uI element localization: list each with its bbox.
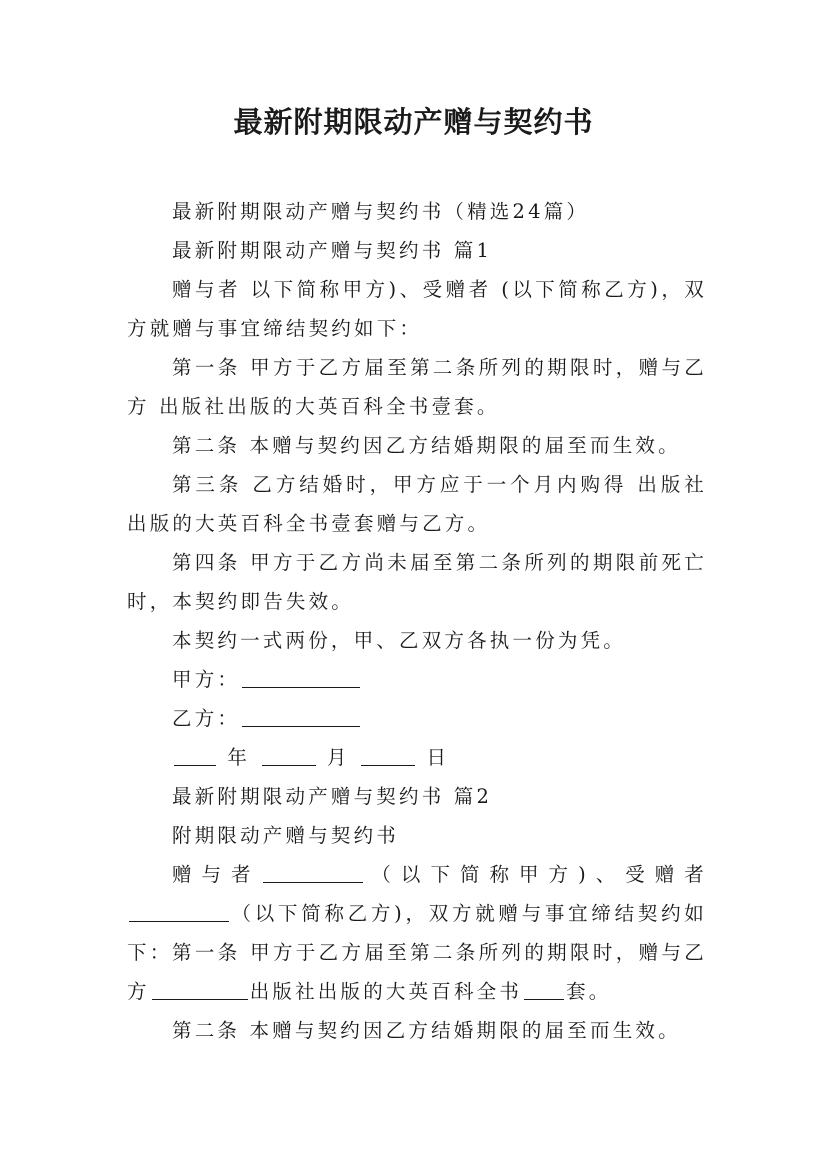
parties-text-a: （以下简称甲方)、受赠者 <box>364 863 707 886</box>
day-label: 日 <box>426 746 450 769</box>
parties-text-b: （以下简称乙方)，双方就赠与事宜缔结契约如下： <box>127 902 707 964</box>
year-label: 年 <box>227 746 251 769</box>
paragraph-article-4: 第四条 甲方于乙方尚未届至第二条所列的期限前死亡时，本契约即告失效。 <box>127 551 707 613</box>
paragraph-article-2-v2: 第二条 本赠与契约因乙方结婚期限的届至而生效。 <box>172 1019 681 1042</box>
paragraph-article-1: 第一条 甲方于乙方届至第二条所列的期限时，赠与乙方 出版社出版的大英百科全书壹套。 <box>127 356 707 418</box>
paragraph-article-2: 第二条 本赠与契约因乙方结婚期限的届至而生效。 <box>172 434 681 457</box>
donor-blank <box>263 862 363 883</box>
paragraph-article-1-v2 <box>127 933 707 1011</box>
section-heading-1: 最新附期限动产赠与契约书 篇1 <box>172 239 493 262</box>
article-1-text-b: 出版社出版的大英百科全书 <box>249 980 523 1003</box>
publisher-blank <box>152 979 248 1000</box>
month-label: 月 <box>326 746 350 769</box>
month-blank <box>262 745 316 766</box>
donee-blank <box>129 901 229 922</box>
section-heading-2: 最新附期限动产赠与契约书 篇2 <box>172 785 493 808</box>
signature-party-a <box>127 660 707 699</box>
day-blank <box>361 745 415 766</box>
quantity-blank <box>524 979 564 1000</box>
paragraph-intro: 最新附期限动产赠与契约书（精选24篇） <box>172 200 590 223</box>
donor-label: 赠与者 <box>172 863 261 886</box>
party-b-label: 乙方： <box>172 707 241 730</box>
party-a-label: 甲方： <box>172 668 241 691</box>
party-a-blank <box>242 667 360 688</box>
paragraph-article-3: 第三条 乙方结婚时，甲方应于一个月内购得 出版社出版的大英百科全书壹套赠与乙方。 <box>127 473 707 535</box>
signature-party-b <box>127 699 707 738</box>
sub-title: 附期限动产赠与契约书 <box>172 824 400 847</box>
signature-date <box>127 738 707 777</box>
paragraph-parties: 赠与者 以下简称甲方)、受赠者 (以下简称乙方)，双方就赠与事宜缔结契约如下： <box>127 278 707 340</box>
party-b-blank <box>242 706 360 727</box>
year-blank <box>174 745 216 766</box>
article-1-text-c: 套。 <box>566 980 612 1003</box>
document-title: 最新附期限动产赠与契约书 <box>233 105 594 139</box>
paragraph-copies: 本契约一式两份，甲、乙双方各执一份为凭。 <box>172 629 627 652</box>
article-1-text-a: 第一条 甲方于乙方届至第二条所列的期限时，赠与乙方 <box>127 941 707 1003</box>
